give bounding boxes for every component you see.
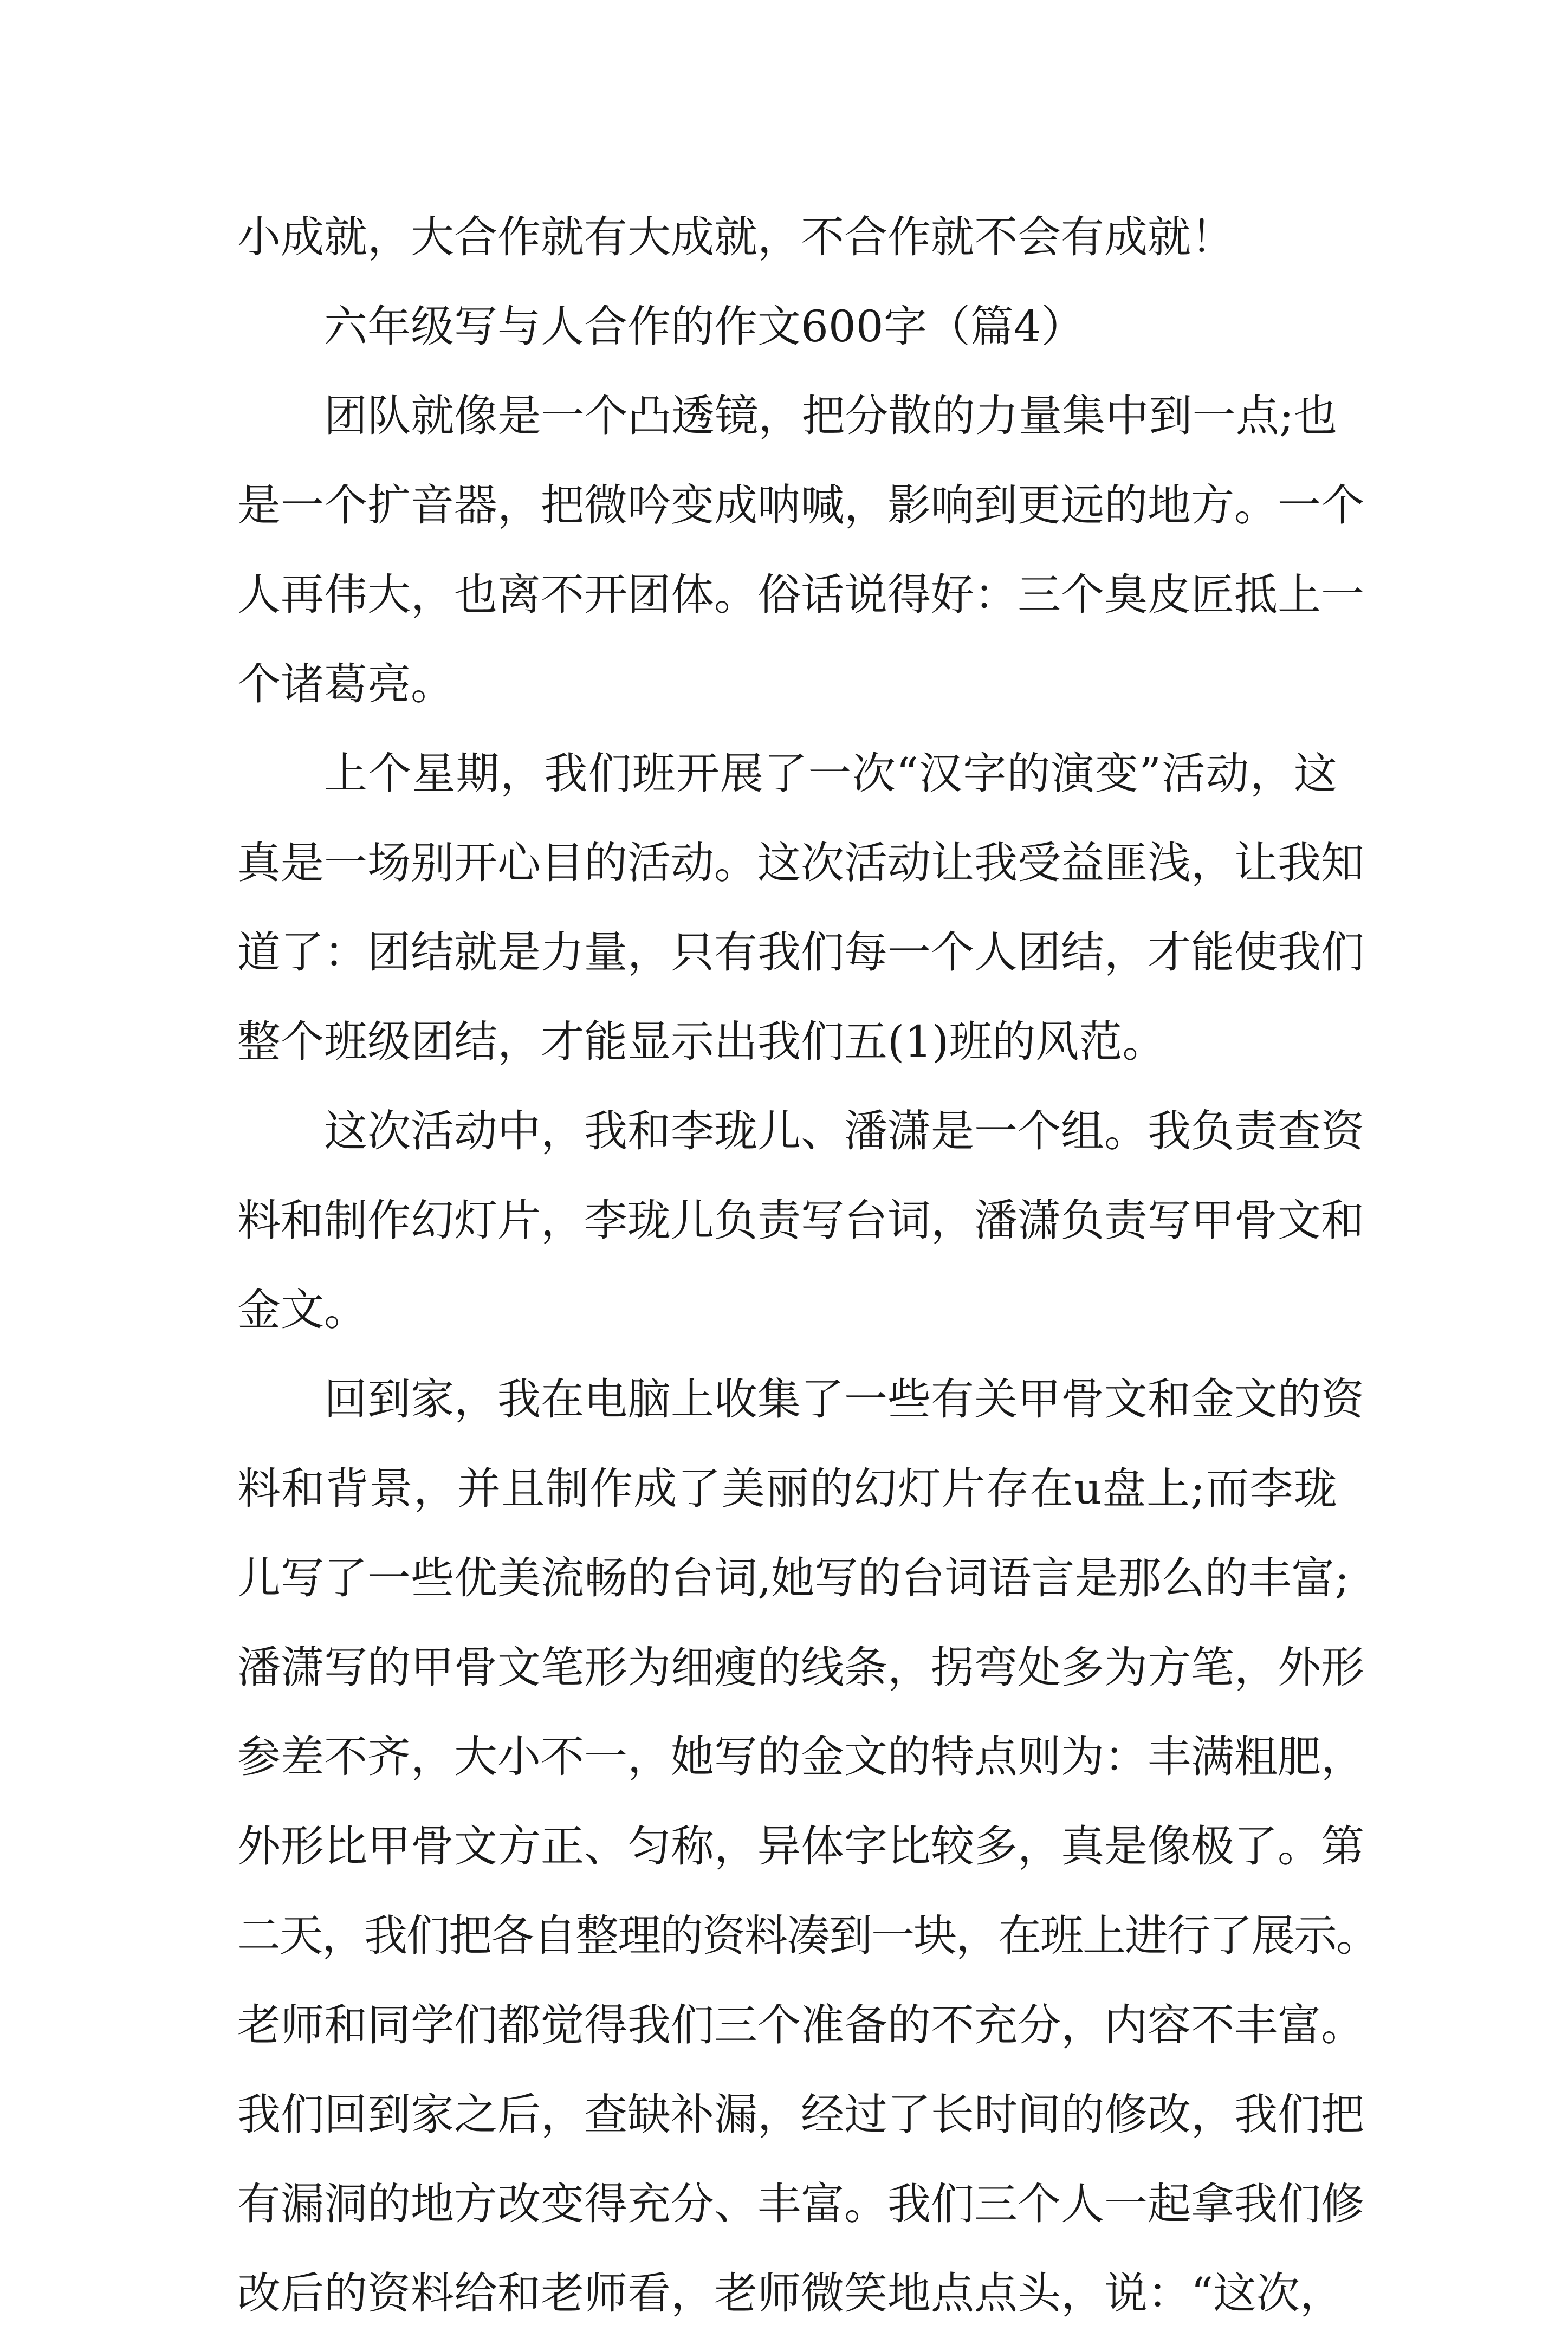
- paragraph-line: 整个班级团结，才能显示出我们五(1)班的风范。: [237, 1016, 1166, 1067]
- paragraph-line: 真是一场别开心目的活动。这次活动让我受益匪浅，让我知: [237, 838, 1364, 888]
- paragraph-line: 改后的资料给和老师看，老师微笑地点点头，说：“这次，: [237, 2268, 1343, 2318]
- paragraph-line: 料和背景，并且制作成了美丽的幻灯片存在u盘上;而李珑: [237, 1463, 1337, 1514]
- paragraph-line: 外形比甲骨文方正、匀称，异体字比较多，真是像极了。第: [237, 1821, 1364, 1871]
- paragraph-line: 金文。: [237, 1285, 367, 1335]
- paragraph-line: 道了：团结就是力量，只有我们每一个人团结，才能使我们: [237, 927, 1364, 977]
- paragraph-line: 团队就像是一个凸透镜，把分散的力量集中到一点;也: [324, 391, 1337, 441]
- paragraph-line: 这次活动中，我和李珑儿、潘潇是一个组。我负责查资: [324, 1106, 1364, 1156]
- paragraph-line: 上个星期，我们班开展了一次“汉字的演变”活动，这: [324, 748, 1337, 799]
- paragraph-line: 老师和同学们都觉得我们三个准备的不充分，内容不丰富。: [237, 2000, 1364, 2050]
- paragraph-line: 有漏洞的地方改变得充分、丰富。我们三个人一起拿我们修: [237, 2179, 1364, 2229]
- paragraph-line: 料和制作幻灯片，李珑儿负责写台词，潘潇负责写甲骨文和: [237, 1195, 1364, 1246]
- section-heading: 六年级写与人合作的作文600字（篇4）: [324, 301, 1085, 352]
- paragraph-line: 小成就，大合作就有大成就，不合作就不会有成就！: [237, 212, 1234, 262]
- paragraph-line: 二天，我们把各自整理的资料凑到一块，在班上进行了展示。: [237, 1910, 1378, 1961]
- paragraph-line: 潘潇写的甲骨文笔形为细瘦的线条，拐弯处多为方笔，外形: [237, 1642, 1364, 1693]
- paragraph-line: 是一个扩音器，把微吟变成呐喊，影响到更远的地方。一个: [237, 480, 1364, 530]
- paragraph-line: 回到家，我在电脑上收集了一些有关甲骨文和金文的资: [324, 1374, 1364, 1424]
- paragraph-line: 儿写了一些优美流畅的台词,她写的台词语言是那么的丰富;: [237, 1553, 1350, 1603]
- essay-body: [237, 192, 1378, 2338]
- paragraph-line: 人再伟大，也离不开团体。俗话说得好：三个臭皮匠抵上一: [237, 569, 1364, 620]
- paragraph-line: 参差不齐，大小不一，她写的金文的特点则为：丰满粗肥，: [237, 1732, 1364, 1782]
- paragraph-line: 我们回到家之后，查缺补漏，经过了长时间的修改，我们把: [237, 2089, 1364, 2140]
- paragraph-line: 个诸葛亮。: [237, 659, 454, 709]
